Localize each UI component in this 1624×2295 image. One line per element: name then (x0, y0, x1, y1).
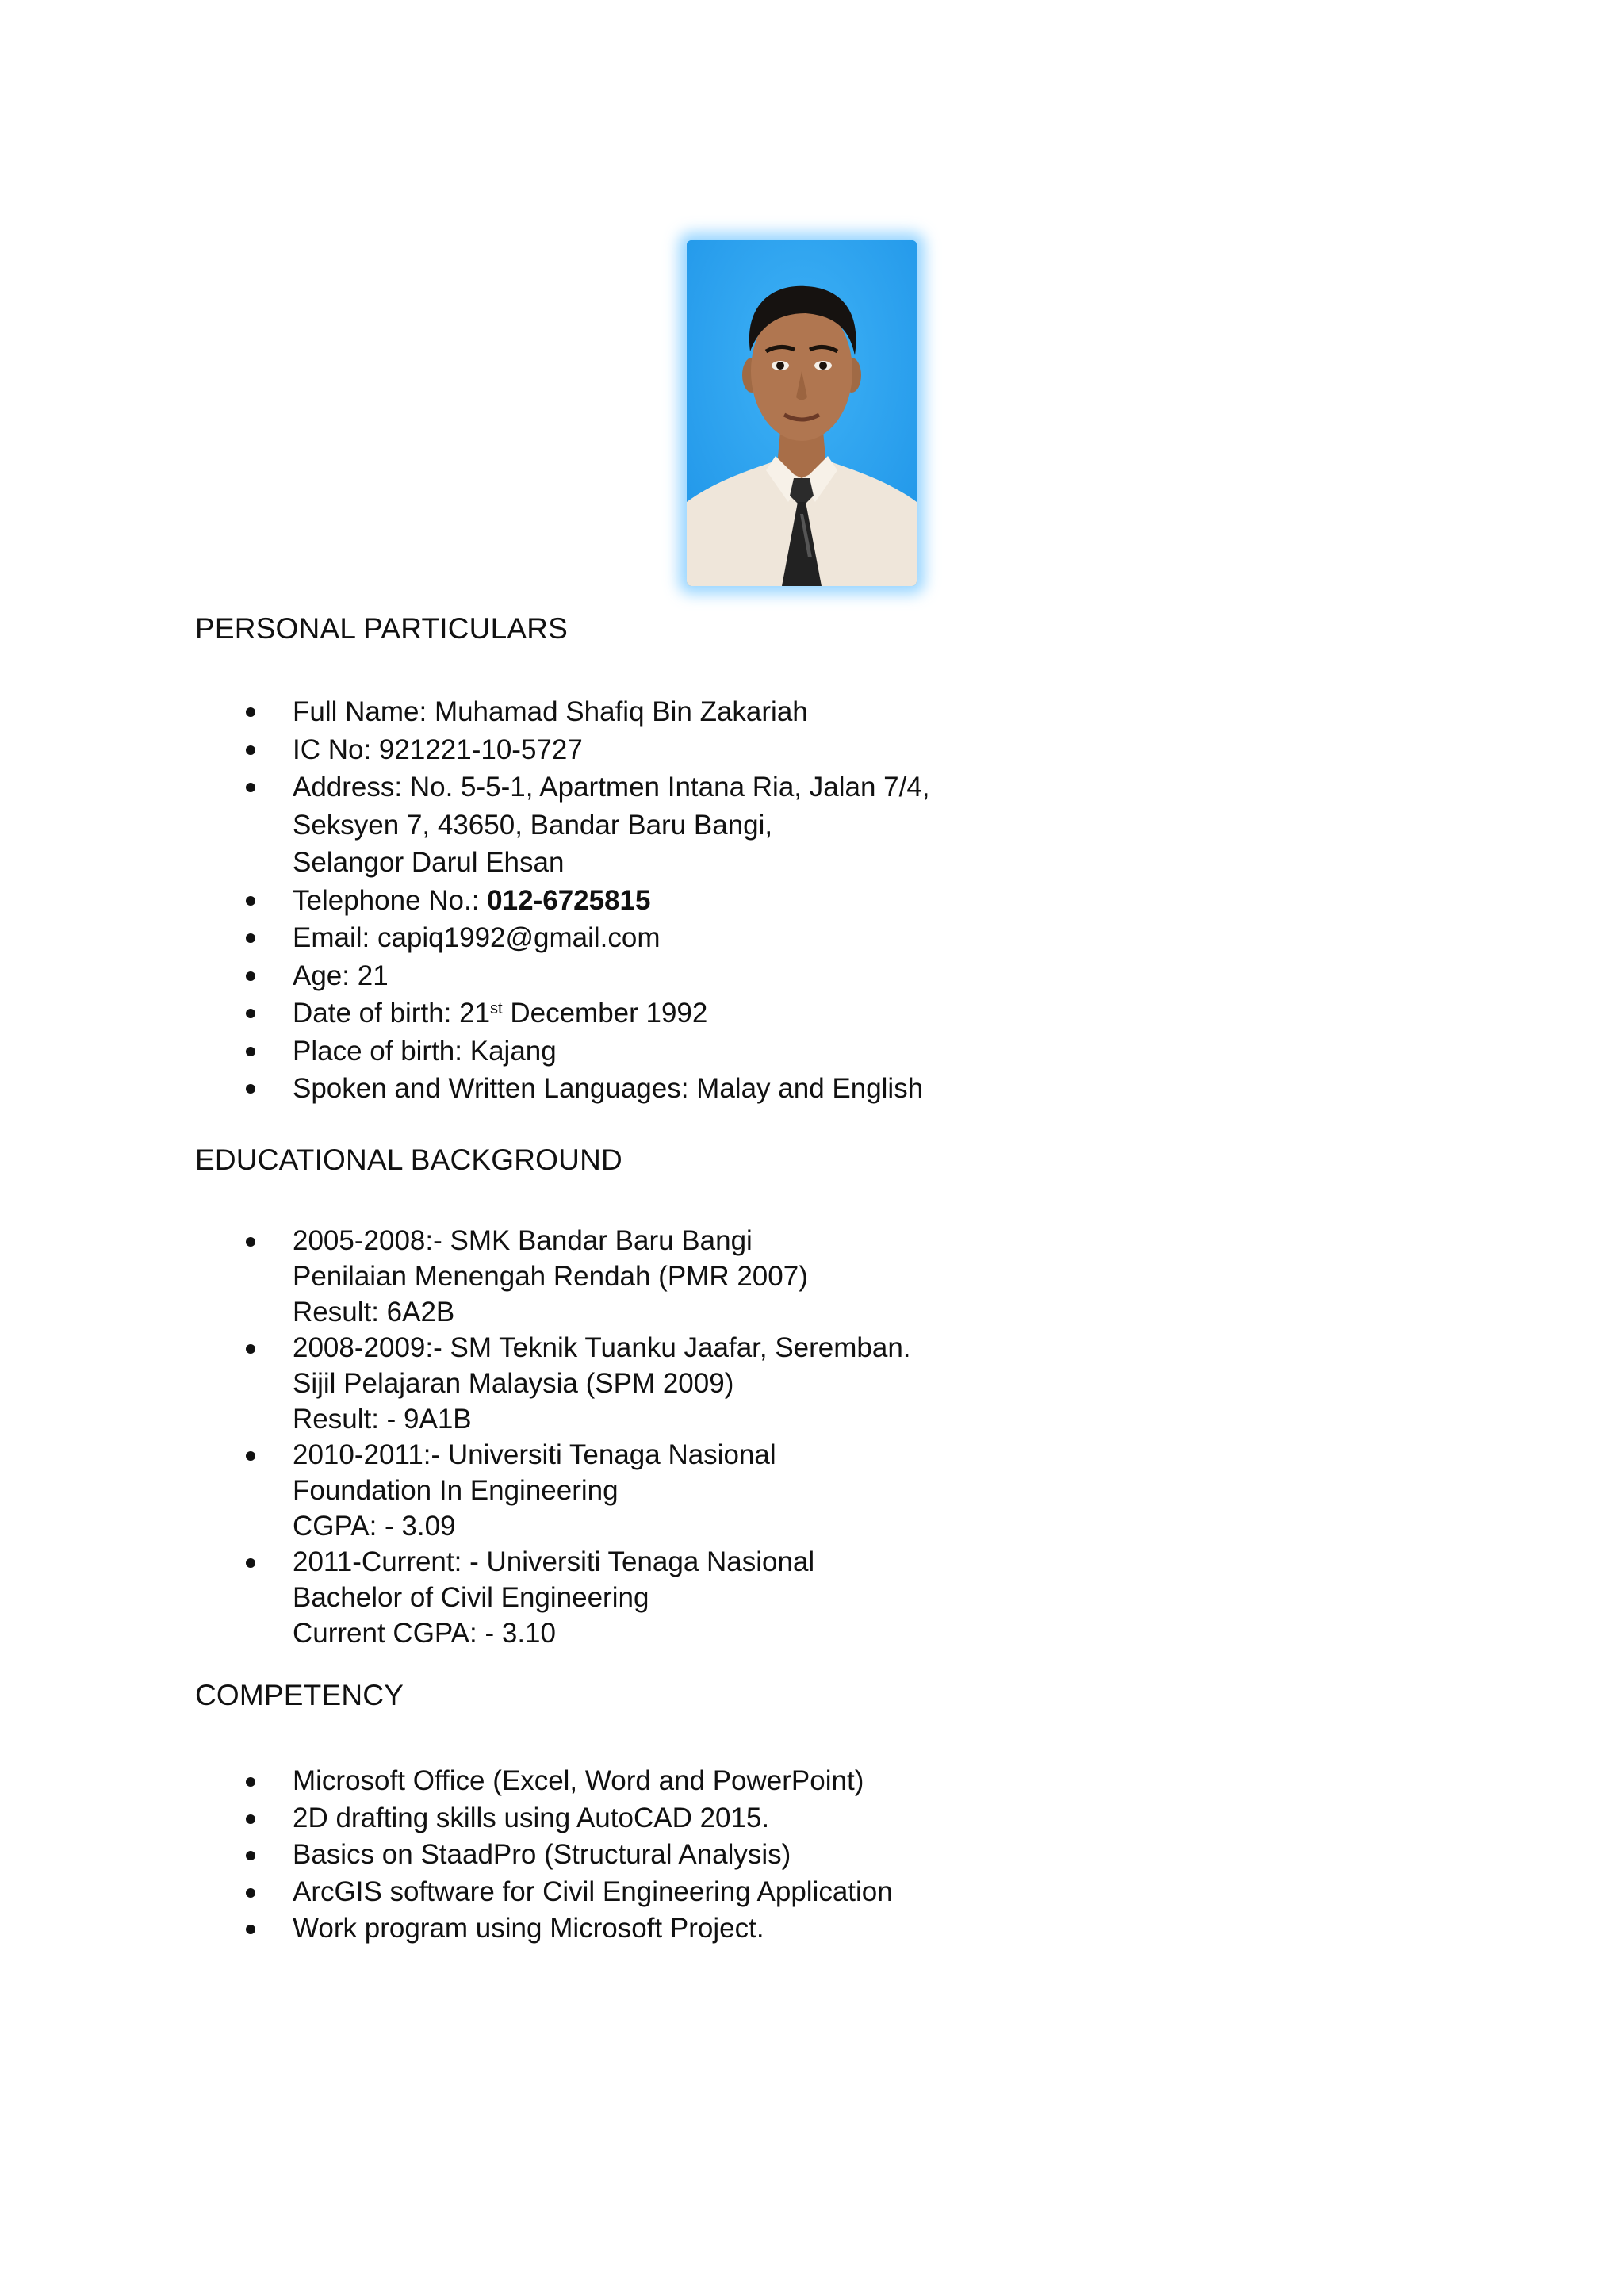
educational-background-section (195, 1142, 1385, 1651)
competency-item (195, 1874, 1385, 1911)
education-entry-line-1: 2008-2009:- SM Teknik Tuanku Jaafar, Seremban. (293, 1332, 911, 1363)
education-entry-line-1: 2010-2011:- Universiti Tenaga Nasional (293, 1439, 776, 1470)
address-line-2: Seksyen 7, 43650, Bandar Baru Bangi, (293, 809, 773, 841)
competency-item (195, 1800, 1385, 1837)
address-line-3: Selangor Darul Ehsan (293, 847, 565, 878)
competency-list (195, 1763, 1385, 1948)
competency-item (195, 1910, 1385, 1948)
list-item-languages (195, 1070, 1385, 1108)
educational-background-heading: EDUCATIONAL BACKGROUND (195, 1144, 622, 1176)
personal-particulars-heading: PERSONAL PARTICULARS (195, 612, 569, 645)
bullet-icon (246, 1344, 255, 1354)
education-entry (195, 1544, 1385, 1651)
telephone-value: 012-6725815 (487, 884, 651, 916)
profile-photo-image (687, 240, 917, 586)
bullet-icon (246, 745, 255, 755)
languages-label: Spoken and Written Languages: (293, 1073, 697, 1104)
list-item-date-of-birth (195, 994, 1385, 1033)
bullet-icon (246, 1084, 255, 1094)
age-value: 21 (357, 960, 389, 991)
education-entry (195, 1223, 1385, 1330)
education-entry (195, 1330, 1385, 1437)
ic-value: 921221-10-5727 (378, 734, 583, 765)
education-entry-line-3: Result: - 9A1B (293, 1404, 472, 1435)
pob-value: Kajang (469, 1035, 557, 1067)
profile-photo (687, 240, 917, 586)
competency-item (195, 1763, 1385, 1800)
list-item-place-of-birth (195, 1033, 1385, 1071)
education-entry-line-2: Foundation In Engineering (293, 1475, 619, 1506)
education-entry-line-1: 2005-2008:- SMK Bandar Baru Bangi (293, 1225, 753, 1256)
list-item-full-name (195, 693, 1385, 731)
email-label: Email: (293, 922, 377, 953)
bullet-icon (246, 783, 255, 792)
bullet-icon (246, 1777, 255, 1787)
dob-rest: December 1992 (502, 998, 708, 1029)
dob-day: 21 (459, 998, 491, 1029)
education-entry-line-2: Sijil Pelajaran Malaysia (SPM 2009) (293, 1368, 734, 1399)
list-item-ic (195, 731, 1385, 769)
list-item-telephone (195, 882, 1385, 920)
bullet-icon (246, 1558, 255, 1568)
competency-item (195, 1837, 1385, 1874)
pob-label: Place of birth: (293, 1035, 470, 1067)
dob-label: Date of birth: (293, 998, 460, 1029)
bullet-icon (246, 1451, 255, 1461)
bullet-icon (246, 1851, 255, 1860)
languages-value: Malay and English (696, 1073, 924, 1104)
bullet-icon (246, 971, 255, 981)
education-entry-line-2: Bachelor of Civil Engineering (293, 1582, 649, 1613)
competency-item-text: ArcGIS software for Civil Engineering Application (293, 1875, 893, 1907)
competency-heading: COMPETENCY (195, 1679, 404, 1711)
bullet-icon (246, 1237, 255, 1247)
address-line-1: No. 5-5-1, Apartmen Intana Ria, Jalan 7/4, (409, 772, 930, 803)
education-entry-line-3: Current CGPA: - 3.10 (293, 1618, 556, 1649)
bullet-icon (246, 1814, 255, 1824)
telephone-label: Telephone No.: (293, 884, 488, 916)
education-list (195, 1223, 1385, 1651)
competency-item-text: Microsoft Office (Excel, Word and PowerPoint) (293, 1765, 864, 1796)
dob-ordinal-suffix: st (490, 1000, 503, 1018)
ic-label: IC No: (293, 734, 379, 765)
address-label: Address: (293, 772, 410, 803)
bullet-icon (246, 1888, 255, 1898)
bullet-icon (246, 1009, 255, 1018)
full-name-value: Muhamad Shafiq Bin Zakariah (434, 696, 808, 727)
education-entry-line-3: Result: 6A2B (293, 1297, 455, 1328)
education-entry-line-3: CGPA: - 3.09 (293, 1511, 456, 1542)
bullet-icon (246, 896, 255, 906)
bullet-icon (246, 1925, 255, 1934)
personal-particulars-list (195, 693, 1385, 1108)
bullet-icon (246, 707, 255, 717)
email-value: capiq1992@gmail.com (377, 922, 661, 953)
education-entry (195, 1437, 1385, 1544)
full-name-label: Full Name: (293, 696, 435, 727)
bullet-icon (246, 933, 255, 943)
bullet-icon (246, 1047, 255, 1056)
list-item-email (195, 919, 1385, 957)
personal-particulars-section (195, 611, 1385, 1108)
competency-item-text: Work program using Microsoft Project. (293, 1913, 764, 1944)
age-label: Age: (293, 960, 358, 991)
competency-section (195, 1677, 1385, 1948)
list-item-address (195, 768, 1385, 882)
education-entry-line-2: Penilaian Menengah Rendah (PMR 2007) (293, 1261, 808, 1292)
education-entry-line-1: 2011-Current: - Universiti Tenaga Nasional (293, 1546, 815, 1577)
competency-item-text: Basics on StaadPro (Structural Analysis) (293, 1839, 791, 1870)
list-item-age (195, 957, 1385, 995)
competency-item-text: 2D drafting skills using AutoCAD 2015. (293, 1802, 770, 1833)
